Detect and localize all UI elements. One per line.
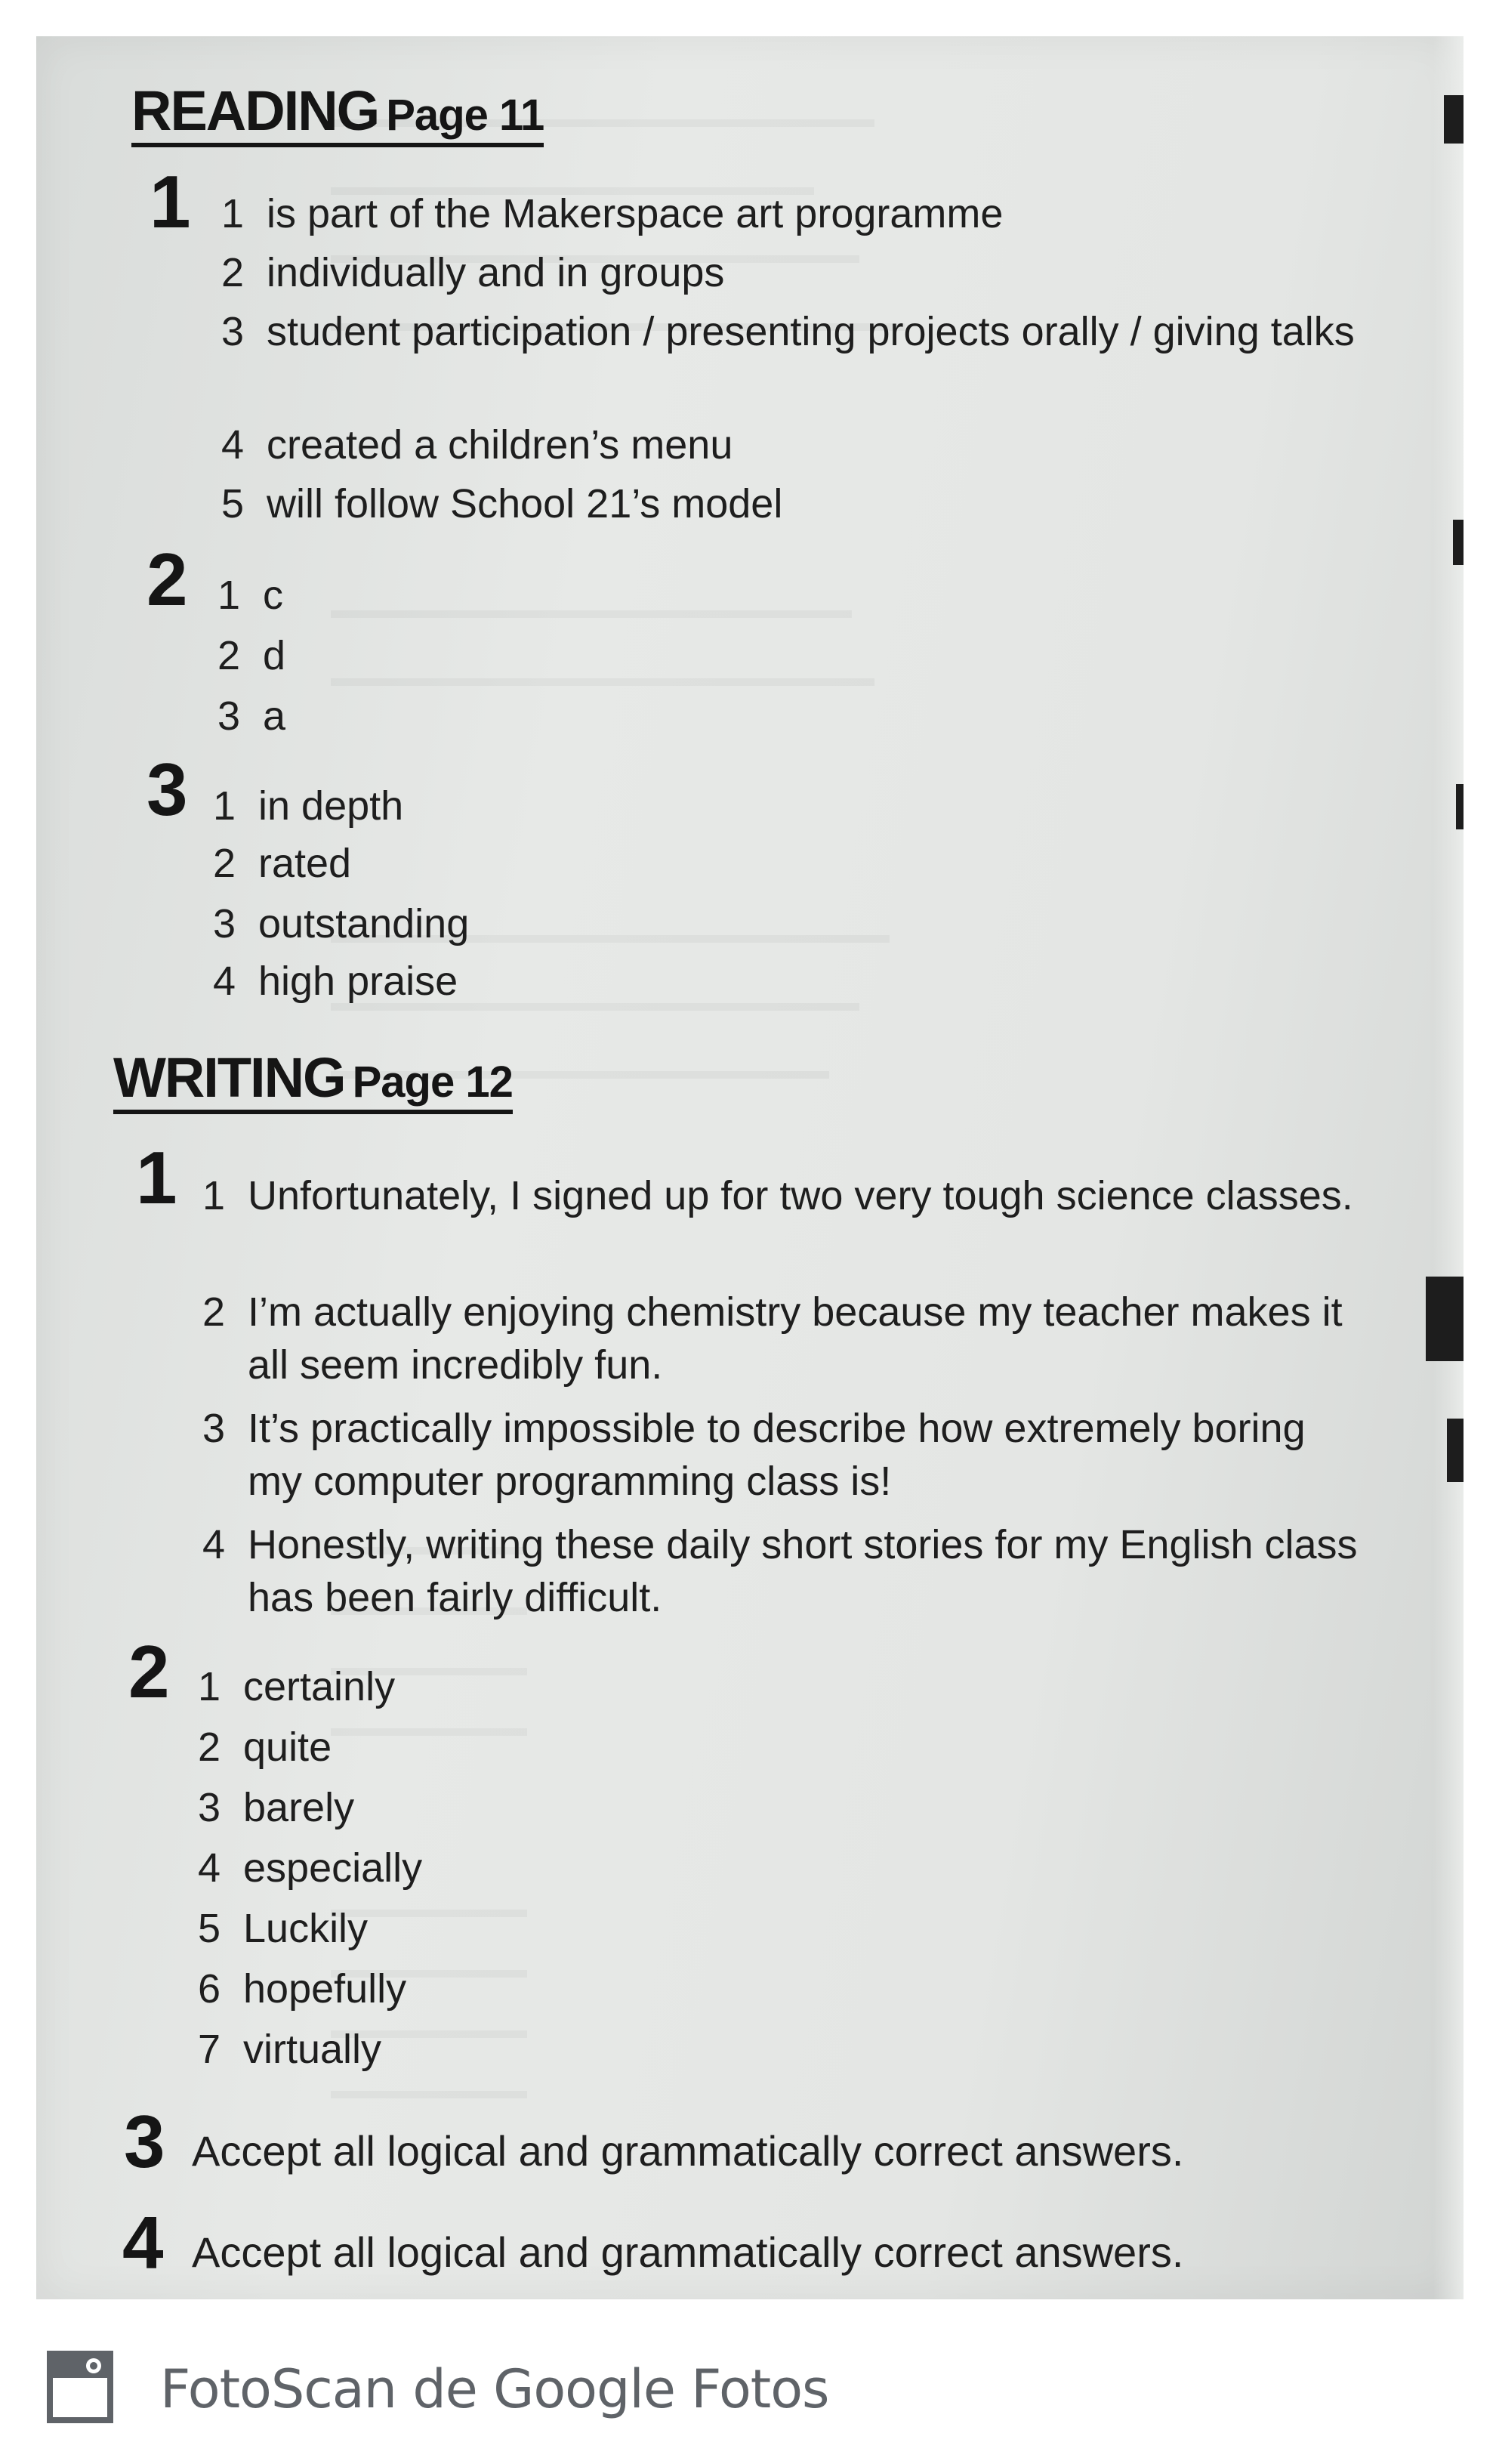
item-number: 3 <box>202 1406 226 1451</box>
list-item <box>221 418 733 471</box>
list-item <box>221 305 1384 358</box>
scanned-page <box>36 36 1464 2299</box>
item-number: 4 <box>198 1845 221 1891</box>
list-item <box>221 477 782 530</box>
item-text: barely <box>243 1785 355 1830</box>
list-item <box>221 246 724 299</box>
writing-exercise-2-number: 2 <box>128 1630 170 1713</box>
writing-exercise-1-number: 1 <box>136 1136 177 1219</box>
item-text: I’m actually enjoying chemistry because my teacher makes it all seem incredibly fun. <box>248 1289 1343 1388</box>
item-text: Honestly, writing these daily short stories for my English class has been fairly difficult. <box>248 1522 1358 1620</box>
item-text: created a children’s menu <box>267 422 733 468</box>
reading-exercise-2-number: 2 <box>147 538 188 621</box>
footer-brand: FotoScan <box>160 2358 397 2420</box>
list-item <box>202 1286 1365 1391</box>
item-text: especially <box>243 1845 423 1891</box>
item-text: will follow School 21’s model <box>267 481 783 526</box>
footer-suffix: de Google Fotos <box>412 2358 829 2420</box>
item-number: 2 <box>198 1724 221 1770</box>
item-number: 3 <box>213 901 236 946</box>
writing-section-heading <box>113 1047 513 1114</box>
answer-key <box>36 36 1464 2299</box>
list-item <box>198 2023 381 2076</box>
item-text: rated <box>258 841 352 886</box>
item-number: 2 <box>221 250 245 295</box>
item-number: 3 <box>198 1785 221 1830</box>
writing-exercise-3-note: Accept all logical and grammatically correct answers. <box>192 2127 1184 2175</box>
section-heading-label: READING <box>131 79 379 142</box>
section-heading-page: Page 12 <box>352 1058 513 1107</box>
item-number: 1 <box>221 191 245 236</box>
item-text: in depth <box>258 783 404 829</box>
item-text: outstanding <box>258 901 470 946</box>
item-text: Luckily <box>243 1906 369 1951</box>
item-number: 4 <box>221 422 245 468</box>
fotoscan-photo-icon <box>47 2351 113 2423</box>
list-item <box>213 955 458 1008</box>
list-item <box>221 187 1003 240</box>
writing-exercise-3-number: 3 <box>124 2100 165 2183</box>
list-item <box>202 1169 1365 1222</box>
item-number: 5 <box>198 1906 221 1951</box>
writing-exercise-4-number: 4 <box>122 2201 164 2284</box>
item-text: It’s practically impossible to describe how extremely boring my computer programming class is! <box>248 1406 1306 1504</box>
list-item <box>202 1518 1365 1624</box>
item-text: certainly <box>243 1664 396 1709</box>
section-heading-label: WRITING <box>113 1046 345 1109</box>
reading-exercise-3-number: 3 <box>147 748 188 831</box>
item-number: 2 <box>217 633 241 678</box>
item-number: 7 <box>198 2027 221 2072</box>
app-footer <box>0 2299 1499 2464</box>
list-item <box>198 1842 422 1894</box>
item-text: quite <box>243 1724 332 1770</box>
item-text: c <box>263 573 283 618</box>
list-item <box>217 690 285 743</box>
item-number: 1 <box>202 1173 226 1218</box>
item-number: 4 <box>202 1522 226 1567</box>
item-number: 4 <box>213 959 236 1004</box>
list-item <box>198 1902 368 1955</box>
reading-exercise-1-number: 1 <box>150 160 191 243</box>
list-item <box>202 1402 1365 1508</box>
writing-exercise-4-note: Accept all logical and grammatically correct answers. <box>192 2228 1184 2276</box>
item-number: 1 <box>217 573 241 618</box>
list-item <box>198 1962 406 2015</box>
list-item <box>198 1660 395 1713</box>
item-number: 1 <box>198 1664 221 1709</box>
item-number: 5 <box>221 481 245 526</box>
list-item <box>217 629 285 682</box>
item-text: a <box>263 693 286 739</box>
item-number: 6 <box>198 1966 221 2012</box>
item-text: high praise <box>258 959 458 1004</box>
list-item <box>213 837 351 890</box>
item-text: individually and in groups <box>267 250 725 295</box>
list-item <box>213 780 403 832</box>
list-item <box>198 1781 354 1834</box>
item-text: Unfortunately, I signed up for two very tough science classes. <box>248 1173 1353 1218</box>
item-text: virtually <box>243 2027 382 2072</box>
list-item <box>213 897 469 950</box>
item-number: 2 <box>202 1289 226 1335</box>
item-text: hopefully <box>243 1966 407 2012</box>
item-text: is part of the Makerspace art programme <box>267 191 1004 236</box>
item-number: 1 <box>213 783 236 829</box>
list-item <box>198 1721 332 1774</box>
item-text: student participation / presenting projects orally / giving talks <box>267 309 1355 354</box>
item-number: 3 <box>221 309 245 354</box>
reading-section-heading <box>131 80 544 147</box>
footer-caption <box>160 2358 829 2420</box>
item-number: 2 <box>213 841 236 886</box>
item-number: 3 <box>217 693 241 739</box>
item-text: d <box>263 633 286 678</box>
list-item <box>217 569 283 622</box>
section-heading-page: Page 11 <box>386 91 544 140</box>
